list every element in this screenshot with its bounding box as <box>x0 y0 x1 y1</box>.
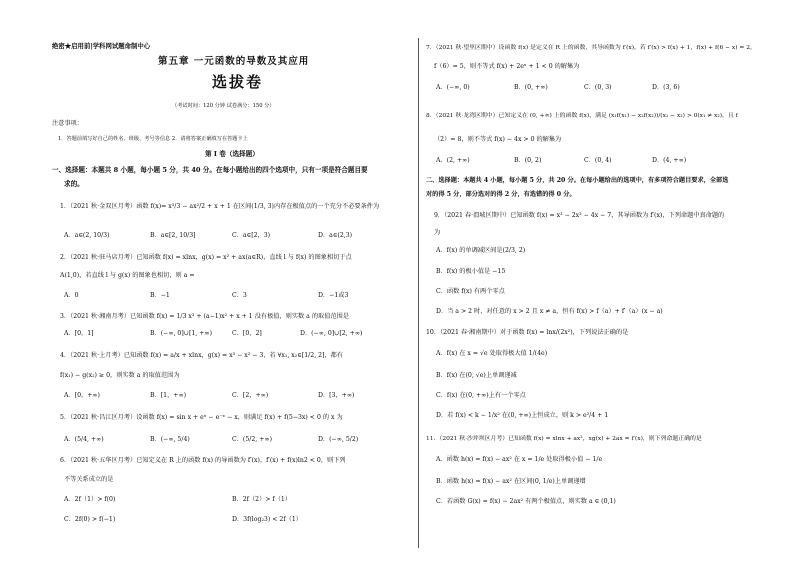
q1-option-c: C．a∈[2，3) <box>232 232 271 239</box>
q10-option-d: D．若 f(x) < k − 1/x² 在(0, +∞)上恒成立，则 k > e²/4 + 1 <box>436 412 609 419</box>
q11-option-a: A．函数 h(x) = f(x) − ax² 在 x = 1/e 处取得极小值 − 1/e <box>436 456 603 463</box>
q7-option-b: B．(0, +∞) <box>514 84 548 91</box>
q7-option-c: C．(0, 3) <box>584 84 612 91</box>
q6-option-d: D．3f(log₂3) < 2f（1） <box>232 516 302 523</box>
q9-option-c: C．函数 f(x) 有两个零点 <box>436 288 505 295</box>
q4-option-c: C．[2，+∞) <box>232 392 269 399</box>
q2-option-d: D．−1或3 <box>318 292 349 299</box>
section1-line2: 求的。 <box>64 180 84 188</box>
question-3-stem: 3．（2021 秋·湘南月考）已知函数 f(x) = 1/3 x³ + (a−1)x² + x + 1 没有极值，则实数 a 的取值范围是 <box>60 313 349 320</box>
question-8-stem-1: 8．（2021 秋·龙湾区期中）已知定义在 (0, +∞) 上的函数 f(x)，满足 (x₁f(x₁) − x₂f(x₂))/(x₁ − x₂) > 0(x₁ ≠ x₂)，且 f <box>426 113 738 119</box>
q3-option-c: C．[0，2] <box>232 330 262 337</box>
q2-option-a: A．0 <box>64 292 79 299</box>
q9-option-a: A．f(x) 的单调减区间是(2/3, 2) <box>436 247 526 254</box>
q1-option-b: B．a∈[2, 10/3] <box>150 232 196 239</box>
question-10-stem: 10．（2021 春·湘南期中）对于函数 f(x) = lnx/(2x²)，下列说法正确的是 <box>426 329 629 336</box>
q7-option-d: D．(3, 6) <box>652 84 680 91</box>
q3-option-a: A．[0，1] <box>64 330 94 337</box>
question-5-stem: 5．（2021 秋·昌江区月考）设函数 f(x) = sin x + eˣ − e⁻ˣ − x，则满足 f(x) + f(5−3x) < 0 的 x 为 <box>60 414 343 421</box>
q2-option-c: C．3 <box>232 292 247 299</box>
q9-option-b: B．f(x) 的极小值是 −15 <box>436 268 506 275</box>
question-6-stem-1: 6．（2021 秋·五华区月考）已知定义在 R 上的函数 f(x) 的导函数为 f′(x)，f′(x) + f(x)ln2 < 0，则下列 <box>60 457 346 464</box>
question-6-stem-2: 不等关系成立的是 <box>64 476 114 483</box>
section2-line1: 二、选择题：本题共 4 小题，每小题 5 分，共 20 分。在每小题给出的选项中，有多项符合题目要求，全部选 <box>426 177 729 184</box>
column-divider <box>418 38 419 548</box>
question-11-stem: 11．（2021 秋·沙坪坝区月考）已知函数 f(x) = xlnx + ax²，xg(x) + 2ax = f′(x)，则下列命题正确的是 <box>426 436 702 442</box>
q8-option-c: C．(0, 4) <box>584 157 612 164</box>
q7-option-a: A．(−∞, 0) <box>436 84 470 91</box>
section2-line2: 对的得 5 分，部分选对的得 2 分，有选错的得 0 分。 <box>426 191 576 198</box>
question-7-stem-1: 7．（2021 秋·望里区期中）设函数 f(x) 是定义在 R 上的函数，其导函数为 f′(x)，若 f′(x) > f(x) + 1，f(x) + f(6 − x) = 2， <box>426 45 756 51</box>
q4-option-b: B．[1，+∞) <box>150 392 187 399</box>
q1-option-a: A．a∈(2, 10/3) <box>64 232 110 239</box>
q6-option-c: C．2f(0) > f(−1) <box>64 516 116 523</box>
q9-option-d: D．当 a > 2 时，对任意的 x > 2 且 x ≠ a，恒有 f(x) > f（a）+ f′（a）(x − a) <box>436 308 663 315</box>
q11-option-b: B．函数 h(x) = f(x) − ax² 在区间(0, 1/e)上单调递增 <box>436 478 586 485</box>
q3-option-b: B．(−∞, 0]∪[1, +∞) <box>150 330 212 337</box>
notes-item: 1．答题前填写好自己的姓名、班级、考号等信息 2．请将答案正确填写在答题卡上 <box>58 136 248 142</box>
question-7-stem-2: f（6）= 5，则不等式 f(x) + 2eˣ + 1 < 0 的解集为 <box>434 63 580 70</box>
question-2-stem-2: A(1,0)，若直线 l 与 g(x) 的图象也相切，则 a = <box>60 272 195 279</box>
chapter-title: 第五章 一元函数的导数及其应用 <box>158 56 310 67</box>
question-9-stem-2: 为 <box>434 229 441 236</box>
q5-option-c: C．(5/2, +∞) <box>232 436 272 443</box>
question-1-stem: 1．（2021 秋·金双区月考）函数 f(x)= x³/3 − ax²/2 + x + 1 在区间(1/3, 3)内存在极值点的一个充分不必要条件为 <box>60 203 380 210</box>
q10-option-c: C．f(x) 在(0, +∞)上有一个零点 <box>436 392 526 399</box>
notes-title: 注意事项： <box>52 120 83 127</box>
q10-option-b: B．f(x) 在(0, √e)上单调递减 <box>436 372 517 379</box>
q4-option-d: D．[3，+∞) <box>318 392 355 399</box>
q1-option-d: D．a∈(2,3) <box>318 232 353 239</box>
q5-option-b: B．(−∞, 5/4) <box>150 436 190 443</box>
q6-option-b: B．2f（2）> f（1） <box>232 496 292 503</box>
q8-option-d: D．(4, +∞) <box>652 157 687 164</box>
question-4-stem-1: 4．（2021 秋·上月考）已知函数 f(x) = a/x + xlnx，g(x) = x³ − x² − 3，若 ∀x₁, x₂∈[1/2, 2]，都有 <box>60 352 344 359</box>
volume-title: 第 I 卷（选择题） <box>205 150 259 158</box>
q10-option-a: A．f(x) 在 x = √e 处取得极大值 1/(4e) <box>436 350 548 357</box>
time-info: （考试时间：120 分钟 试卷满分：150 分） <box>172 103 275 109</box>
q5-option-d: D．(−∞, 5/2) <box>318 436 359 443</box>
q5-option-a: A．(5/4, +∞) <box>64 436 104 443</box>
question-4-stem-2: f(x₁) − g(x₂) ≥ 0，则实数 a 的取值范围为 <box>60 372 180 379</box>
secret-label: 绝密★启用前|学科网试题命制中心 <box>52 42 151 50</box>
question-9-stem-1: 9．（2021 春·渭城区期中）已知函数 f(x) = x³ − 2x² − 4x − 7，其导函数为 f′(x)，下列命题中真命题的 <box>434 212 725 219</box>
q8-option-b: B．(0, 2) <box>514 157 542 164</box>
question-8-stem-2: （2）= 8，则不等式 f(x) − 4x > 0 的解集为 <box>434 136 562 143</box>
question-2-stem-1: 2．（2021 秋·驻马店月考）已知函数 f(x) = xlnx，g(x) = x² + ax(a∈R)，直线 l 与 f(x) 的图象相切于点 <box>60 254 352 261</box>
q6-option-a: A．2f（1）> f(0) <box>64 496 116 503</box>
exam-title: 选拔卷 <box>212 73 264 91</box>
q11-option-c: C．若函数 G(x) = f(x) − 2ax² 有两个极值点，则实数 a ∈ (0,1) <box>436 498 616 505</box>
q8-option-a: A．(2, +∞) <box>436 157 470 164</box>
q2-option-b: B．−1 <box>150 292 170 299</box>
section1-line1: 一、选择题：本题共 8 小题，每小题 5 分，共 40 分。在每小题给出的四个选项中，只有一项是符合题目要 <box>52 166 368 174</box>
q3-option-d: D．(−∞, 0]∪[2, +∞) <box>300 330 363 337</box>
q4-option-a: A．[0，+∞) <box>64 392 100 399</box>
